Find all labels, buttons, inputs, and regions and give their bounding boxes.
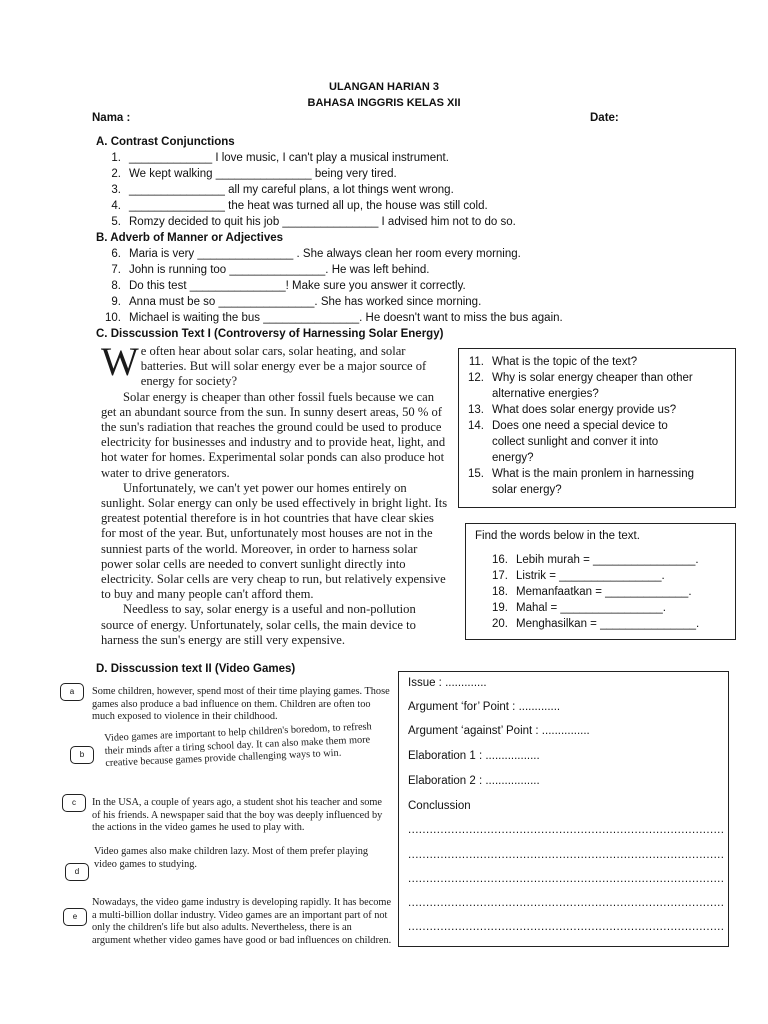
snippet-d: Video games also make children lazy. Most of them prefer playing video games to studying. <box>94 846 369 870</box>
section-c-heading: C. Disscussion Text I (Controversy of Harnessing Solar Energy) <box>96 328 444 340</box>
snippet-c: In the USA, a couple of years ago, a student shot his teacher and some of his friends. A newspaper said that the boy was deeply influenced by the actions in the video games he used to play with. <box>92 797 383 833</box>
list-item: 16. Lebih murah = ________________. <box>492 554 699 566</box>
list-item: 20. Menghasilkan = _______________. <box>492 618 700 630</box>
date-label: Date: <box>590 112 619 124</box>
section-b-list <box>96 246 563 326</box>
list-item: 3. _______________ all my careful plans, a lot things went wrong. <box>111 184 454 196</box>
vocabulary-intro: Find the words below in the text. <box>475 530 640 542</box>
questions-box <box>458 348 736 508</box>
vocabulary-box <box>465 523 736 640</box>
snippet-label-d: d <box>65 863 89 881</box>
list-item: 8. Do this test _______________! Make sure you answer it correctly. <box>111 280 466 292</box>
snippet-b: Video games are important to help children's boredom, to refresh their minds after a tiring school day. It can also make them more creative because games provide challenging ways to win. <box>104 721 372 769</box>
list-item: 7. John is running too _______________. He was left behind. <box>111 264 430 276</box>
snippet-a: Some children, however, spend most of their time playing games. Those games also produce a bad influence on them. Children are often too much exposed to violence in their childhood. <box>92 686 390 722</box>
list-item: 14. Does one need a special device to collect sunlight and conver it into energy? <box>468 420 668 464</box>
elaboration-2-field: Elaboration 2 : ................. <box>408 775 540 787</box>
text-structure-box <box>398 671 729 947</box>
list-item: 11. What is the topic of the text? <box>468 356 638 368</box>
name-label: Nama : <box>92 112 131 124</box>
list-item: 13. What does solar energy provide us? <box>468 404 677 416</box>
solar-energy-text <box>101 339 449 648</box>
list-item: 2. We kept walking _______________ being very tired. <box>111 168 397 180</box>
paragraph: We often hear about solar cars, solar heating, and solar batteries. But will solar energy ever be a major source of energy for society? <box>101 339 427 389</box>
list-item: 19. Mahal = ________________. <box>492 602 666 614</box>
list-item: 18. Memanfaatkan = _____________. <box>492 586 692 598</box>
section-b-heading: B. Adverb of Manner or Adjectives <box>96 232 284 244</box>
argument-against-field: Argument ‘against’ Point : ............... <box>408 725 590 737</box>
snippet-e: Nowadays, the video game industry is developing rapidly. It has become a multi-billion dollar industry. Video games are an important part of not only the children's life but also adults. Nevertheless, there is an argument whether video games have good or bad influences on children. <box>92 897 392 946</box>
elaboration-1-field: Elaboration 1 : ................. <box>408 750 540 762</box>
issue-field: Issue : ............. <box>408 677 487 689</box>
list-item: 10. Michael is waiting the bus _______________. He doesn't want to miss the bus again. <box>105 312 563 324</box>
list-item: 5. Romzy decided to quit his job _______________ I advised him not to do so. <box>111 216 516 228</box>
list-item: 1. _____________ I love music, I can't play a musical instrument. <box>111 152 449 164</box>
page-subtitle: BAHASA INGGRIS KELAS XII <box>307 97 461 109</box>
dotted-line: ........................................................................................ <box>408 921 725 933</box>
conclusion-label: Conclussion <box>408 800 471 812</box>
section-a-heading: A. Contrast Conjunctions <box>96 136 235 148</box>
paragraph: Solar energy is cheaper than other fossil fuels because we can get an abundant source from the sun. In sunny desert areas, 50 % of the sun's radiation that reaches the ground could be used to produce electricity for businesses and industry and to provide heat, light, and hot water for homes. Experimental solar ponds can also produce hot water to drive generators. <box>101 389 446 480</box>
snippet-label-a: a <box>60 683 84 701</box>
dotted-line: ........................................................................................ <box>408 873 725 885</box>
list-item: 4. _______________ the heat was turned all up, the house was still cold. <box>111 200 488 212</box>
dotted-line: ........................................................................................ <box>408 824 725 836</box>
page-title: ULANGAN HARIAN 3 <box>329 81 439 93</box>
list-item: 17. Listrik = ________________. <box>492 570 665 582</box>
snippet-label-b: b <box>70 746 94 764</box>
section-a-list <box>96 150 516 230</box>
argument-for-field: Argument ‘for’ Point : ............. <box>408 701 561 713</box>
dotted-line: ........................................................................................ <box>408 849 725 861</box>
dotted-line: ........................................................................................ <box>408 897 725 909</box>
snippet-label-c: c <box>62 794 86 812</box>
section-d-heading: D. Disscussion text II (Video Games) <box>96 663 296 675</box>
list-item: 12. Why is solar energy cheaper than other alternative energies? <box>468 372 693 400</box>
list-item: 9. Anna must be so _______________. She has worked since morning. <box>111 296 482 308</box>
paragraph: Unfortunately, we can't yet power our homes entirely on sunlight. Solar energy can only be used effectively in bright light. Its greatest potential therefore is in hot countries that have clear skies for most of the year. But, unfortunately most houses are not in the sunniest parts of the world. Moreover, in order to harness solar power solar cells are needed to convert sunlight directly into electricity. Solar cells are very cheap to run, but relatively expensive to buy and many people can't afford them. <box>101 480 448 602</box>
list-item: 15. What is the main pronlem in harnessing solar energy? <box>468 468 694 496</box>
drop-cap: W <box>101 339 139 384</box>
snippet-label-e: e <box>63 908 87 926</box>
list-item: 6. Maria is very _______________ . She always clean her room every morning. <box>111 248 521 260</box>
paragraph: Needless to say, solar energy is a useful and non-pollution source of energy. Unfortunately, solar cells, the main device to harness the sun's energy are still very expensive. <box>101 602 416 647</box>
